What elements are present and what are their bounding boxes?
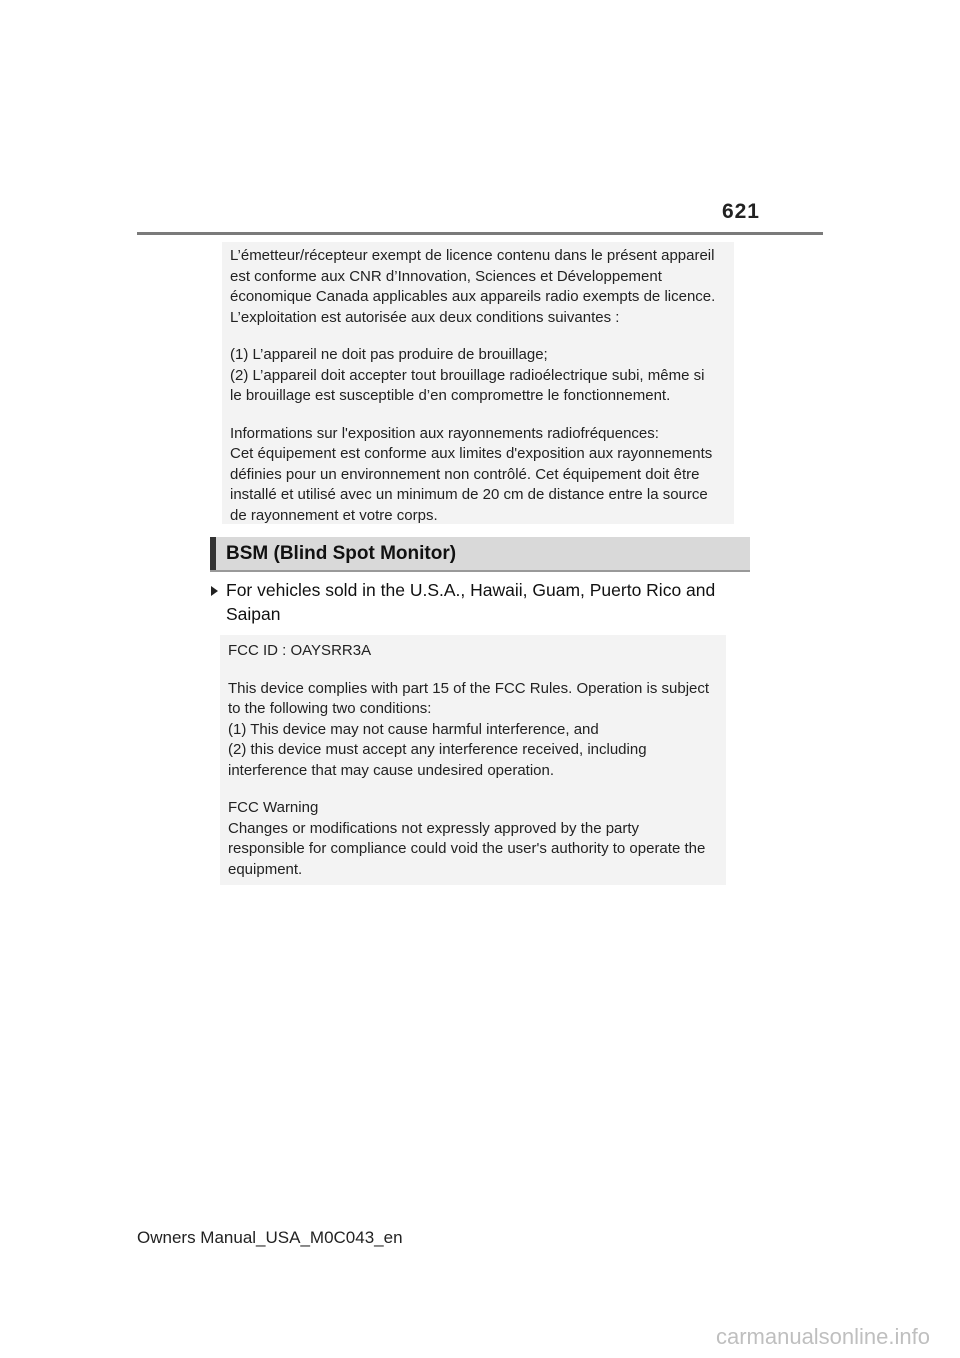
french-notice-paragraph: Informations sur l'exposition aux rayonnements radiofréquences: Cet équipement est conforme aux limites d'exposition aux rayonnements définies pour un environnement non contrôlé. Cet équipement doit être installé et utilisé avec un minimum de 20 cm de distance entre la source de rayonnement et votre corps. [230, 424, 713, 524]
fcc-regulatory-notice [220, 635, 726, 885]
bullet-item [211, 578, 751, 626]
page-number: 621 [721, 200, 760, 223]
french-notice-paragraph: L’émetteur/récepteur exempt de licence contenu dans le présent appareil est conforme aux CNR d’Innovation, Sciences et Développement économique Canada applicables aux appareils radio exempts de licence. L’exploitation est autorisée aux deux conditions suivantes : [230, 247, 716, 326]
french-notice-paragraph: (1) L’appareil ne doit pas produire de brouillage; (2) L’appareil doit accepter tout brouillage radioélectrique subi, même si le brouillage est susceptible d’en compromettre le fonctionnement. [230, 346, 705, 404]
watermark: carmanualsonline.info [715, 1324, 930, 1349]
footer-manual-id: Owners Manual_USA_M0C043_en [137, 1228, 403, 1247]
fcc-notice-paragraph: This device complies with part 15 of the FCC Rules. Operation is subject to the following two conditions: (1) This device may not cause harmful interference, and (2) this device must accept any interference received, including interference that may cause undesired operation. [228, 679, 710, 779]
section-heading-underline [210, 570, 750, 572]
french-regulatory-notice [222, 242, 734, 524]
fcc-notice-paragraph: FCC Warning Changes or modifications not expressly approved by the party responsible for compliance could void the user's authority to operate the equipment. [228, 799, 706, 878]
bullet-text: For vehicles sold in the U.S.A., Hawaii, Guam, Puerto Rico and Saipan [226, 580, 716, 624]
header-divider [137, 232, 823, 235]
fcc-notice-paragraph: FCC ID : OAYSRR3A [228, 642, 372, 659]
triangle-bullet-icon [211, 586, 218, 596]
section-heading: BSM (Blind Spot Monitor) [210, 537, 750, 571]
